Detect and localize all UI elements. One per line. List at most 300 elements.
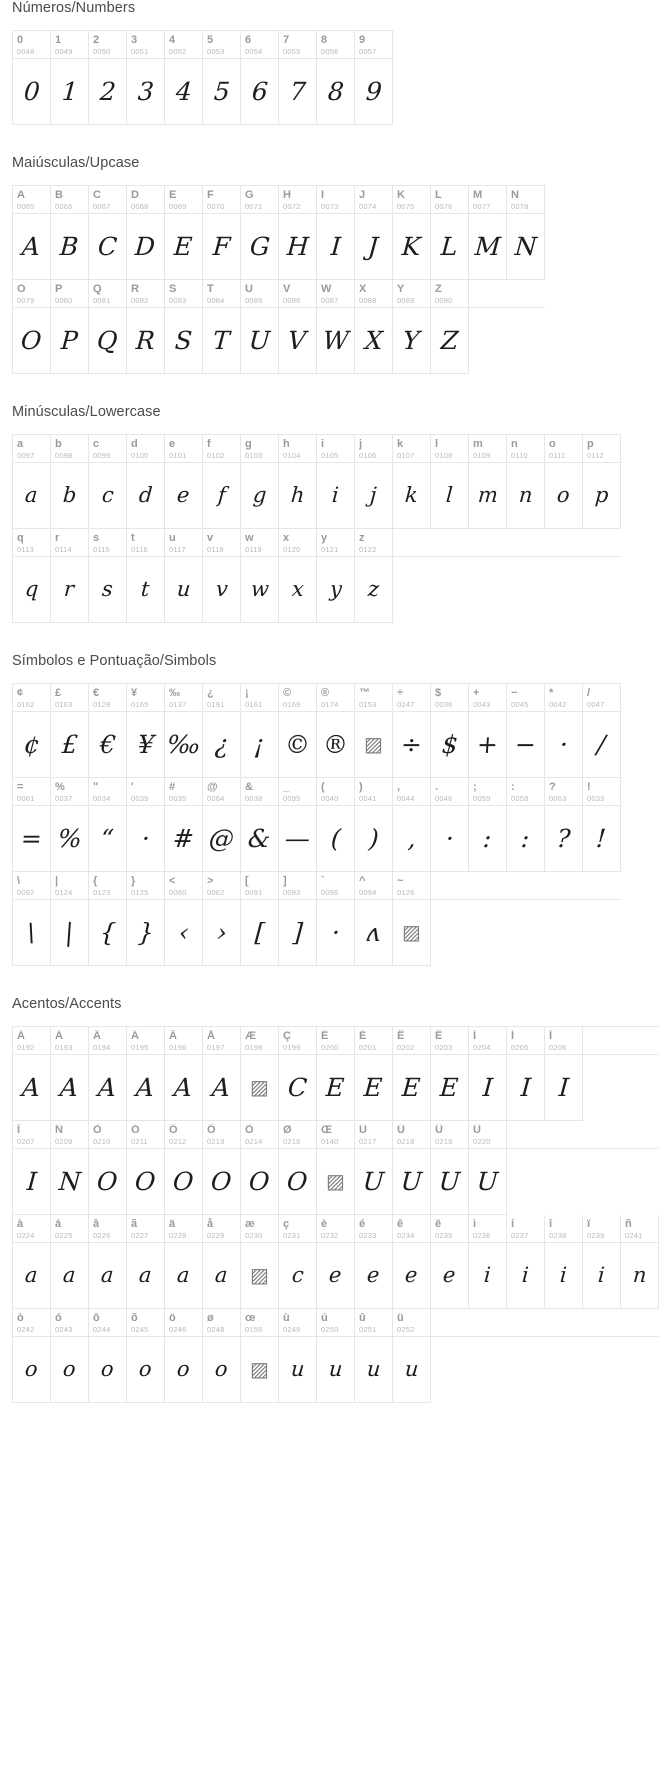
glyph-cell[interactable]	[241, 806, 279, 872]
glyph-meta-cell[interactable]	[203, 435, 241, 462]
glyph-cell[interactable]	[317, 900, 355, 966]
glyph-meta-cell[interactable]	[393, 280, 431, 307]
glyph-meta-cell[interactable]	[127, 186, 165, 213]
glyph-cell[interactable]	[51, 1243, 89, 1309]
glyph-cell[interactable]	[51, 806, 89, 872]
glyph-meta-cell[interactable]	[431, 280, 469, 307]
glyph-cell[interactable]	[583, 1243, 621, 1309]
glyph-cell[interactable]	[165, 1243, 203, 1309]
glyph-meta-cell[interactable]	[241, 1309, 279, 1336]
glyph-meta-cell[interactable]	[393, 684, 431, 711]
glyph-meta-cell[interactable]	[545, 435, 583, 462]
glyph-cell[interactable]	[241, 1149, 279, 1215]
glyph-meta-cell[interactable]	[89, 684, 127, 711]
glyph-meta-cell[interactable]	[127, 1121, 165, 1148]
glyph-meta-cell[interactable]	[89, 1121, 127, 1148]
glyph-cell[interactable]	[279, 463, 317, 529]
glyph-cell[interactable]	[203, 308, 241, 374]
glyph-cell[interactable]	[13, 1243, 51, 1309]
glyph-cell[interactable]	[355, 214, 393, 280]
glyph-meta-cell[interactable]	[165, 435, 203, 462]
glyph-cell[interactable]	[203, 214, 241, 280]
glyph-cell[interactable]	[431, 1055, 469, 1121]
glyph-cell[interactable]	[355, 1149, 393, 1215]
glyph-cell[interactable]	[355, 463, 393, 529]
glyph-cell[interactable]	[393, 214, 431, 280]
glyph-meta-cell[interactable]	[89, 186, 127, 213]
glyph-meta-cell[interactable]	[51, 872, 89, 899]
glyph-cell[interactable]	[583, 463, 621, 529]
glyph-cell[interactable]	[165, 900, 203, 966]
glyph-meta-cell[interactable]	[165, 1027, 203, 1054]
glyph-cell[interactable]	[431, 712, 469, 778]
glyph-meta-cell[interactable]	[317, 529, 355, 556]
glyph-meta-cell[interactable]	[51, 186, 89, 213]
glyph-cell[interactable]	[241, 1055, 279, 1121]
glyph-meta-cell[interactable]	[13, 31, 51, 58]
glyph-cell[interactable]	[241, 1337, 279, 1403]
glyph-cell[interactable]	[507, 1243, 545, 1309]
glyph-meta-cell[interactable]	[127, 31, 165, 58]
glyph-cell[interactable]	[51, 463, 89, 529]
glyph-meta-cell[interactable]	[393, 1121, 431, 1148]
glyph-cell[interactable]	[469, 1055, 507, 1121]
glyph-meta-cell[interactable]	[317, 1121, 355, 1148]
glyph-cell[interactable]	[469, 806, 507, 872]
glyph-meta-cell[interactable]	[355, 778, 393, 805]
glyph-cell[interactable]	[355, 806, 393, 872]
glyph-cell[interactable]	[51, 214, 89, 280]
glyph-cell[interactable]	[89, 900, 127, 966]
glyph-meta-cell[interactable]	[127, 778, 165, 805]
glyph-cell[interactable]	[279, 1243, 317, 1309]
glyph-meta-cell[interactable]	[127, 684, 165, 711]
glyph-cell[interactable]	[51, 59, 89, 125]
glyph-meta-cell[interactable]	[583, 778, 621, 805]
glyph-meta-cell[interactable]	[51, 435, 89, 462]
glyph-cell[interactable]	[393, 806, 431, 872]
glyph-cell[interactable]	[545, 806, 583, 872]
glyph-cell[interactable]	[203, 463, 241, 529]
glyph-meta-cell[interactable]	[127, 529, 165, 556]
glyph-meta-cell[interactable]	[583, 684, 621, 711]
glyph-meta-cell[interactable]	[241, 1215, 279, 1242]
glyph-cell[interactable]	[89, 1149, 127, 1215]
glyph-meta-cell[interactable]	[355, 186, 393, 213]
glyph-meta-cell[interactable]	[13, 280, 51, 307]
glyph-meta-cell[interactable]	[393, 435, 431, 462]
glyph-cell[interactable]	[355, 1055, 393, 1121]
glyph-cell[interactable]	[317, 1149, 355, 1215]
glyph-cell[interactable]	[13, 1337, 51, 1403]
glyph-meta-cell[interactable]	[317, 778, 355, 805]
glyph-meta-cell[interactable]	[279, 684, 317, 711]
glyph-meta-cell[interactable]	[241, 1121, 279, 1148]
glyph-meta-cell[interactable]	[279, 1215, 317, 1242]
glyph-cell[interactable]	[127, 463, 165, 529]
glyph-cell[interactable]	[393, 1149, 431, 1215]
glyph-cell[interactable]	[241, 59, 279, 125]
glyph-meta-cell[interactable]	[507, 778, 545, 805]
glyph-cell[interactable]	[165, 214, 203, 280]
glyph-cell[interactable]	[165, 308, 203, 374]
glyph-meta-cell[interactable]	[469, 1027, 507, 1054]
glyph-cell[interactable]	[279, 900, 317, 966]
glyph-cell[interactable]	[165, 463, 203, 529]
glyph-cell[interactable]	[241, 712, 279, 778]
glyph-cell[interactable]	[545, 1243, 583, 1309]
glyph-cell[interactable]	[203, 1243, 241, 1309]
glyph-meta-cell[interactable]	[355, 1215, 393, 1242]
glyph-cell[interactable]	[279, 59, 317, 125]
glyph-meta-cell[interactable]	[355, 1309, 393, 1336]
glyph-cell[interactable]	[317, 712, 355, 778]
glyph-cell[interactable]	[165, 1149, 203, 1215]
glyph-meta-cell[interactable]	[431, 435, 469, 462]
glyph-meta-cell[interactable]	[317, 186, 355, 213]
glyph-cell[interactable]	[165, 712, 203, 778]
glyph-meta-cell[interactable]	[165, 529, 203, 556]
glyph-meta-cell[interactable]	[13, 1027, 51, 1054]
glyph-meta-cell[interactable]	[317, 435, 355, 462]
glyph-meta-cell[interactable]	[431, 186, 469, 213]
glyph-cell[interactable]	[89, 1243, 127, 1309]
glyph-meta-cell[interactable]	[89, 31, 127, 58]
glyph-meta-cell[interactable]	[51, 1027, 89, 1054]
glyph-meta-cell[interactable]	[51, 1215, 89, 1242]
glyph-cell[interactable]	[279, 1337, 317, 1403]
glyph-cell[interactable]	[203, 1337, 241, 1403]
glyph-meta-cell[interactable]	[51, 1309, 89, 1336]
glyph-meta-cell[interactable]	[127, 1027, 165, 1054]
glyph-cell[interactable]	[51, 1337, 89, 1403]
glyph-cell[interactable]	[51, 900, 89, 966]
glyph-cell[interactable]	[89, 463, 127, 529]
glyph-meta-cell[interactable]	[279, 1309, 317, 1336]
glyph-meta-cell[interactable]	[317, 1027, 355, 1054]
glyph-meta-cell[interactable]	[469, 1121, 507, 1148]
glyph-cell[interactable]	[165, 1337, 203, 1403]
glyph-cell[interactable]	[51, 308, 89, 374]
glyph-meta-cell[interactable]	[165, 684, 203, 711]
glyph-meta-cell[interactable]	[203, 1215, 241, 1242]
glyph-meta-cell[interactable]	[89, 280, 127, 307]
glyph-meta-cell[interactable]	[583, 1215, 621, 1242]
glyph-cell[interactable]	[13, 463, 51, 529]
glyph-cell[interactable]	[89, 806, 127, 872]
glyph-meta-cell[interactable]	[203, 1027, 241, 1054]
glyph-cell[interactable]	[127, 900, 165, 966]
glyph-cell[interactable]	[393, 712, 431, 778]
glyph-meta-cell[interactable]	[165, 31, 203, 58]
glyph-meta-cell[interactable]	[431, 1027, 469, 1054]
glyph-cell[interactable]	[203, 557, 241, 623]
glyph-meta-cell[interactable]	[165, 280, 203, 307]
glyph-cell[interactable]	[583, 712, 621, 778]
glyph-cell[interactable]	[355, 557, 393, 623]
glyph-cell[interactable]	[203, 712, 241, 778]
glyph-meta-cell[interactable]	[393, 1215, 431, 1242]
glyph-cell[interactable]	[127, 712, 165, 778]
glyph-meta-cell[interactable]	[241, 529, 279, 556]
glyph-meta-cell[interactable]	[51, 529, 89, 556]
glyph-meta-cell[interactable]	[393, 778, 431, 805]
glyph-meta-cell[interactable]	[507, 1027, 545, 1054]
glyph-meta-cell[interactable]	[127, 872, 165, 899]
glyph-meta-cell[interactable]	[431, 684, 469, 711]
glyph-cell[interactable]	[431, 1149, 469, 1215]
glyph-cell[interactable]	[469, 214, 507, 280]
glyph-cell[interactable]	[431, 1243, 469, 1309]
glyph-cell[interactable]	[355, 308, 393, 374]
glyph-meta-cell[interactable]	[165, 1121, 203, 1148]
glyph-meta-cell[interactable]	[127, 435, 165, 462]
glyph-cell[interactable]	[241, 557, 279, 623]
glyph-cell[interactable]	[317, 59, 355, 125]
glyph-meta-cell[interactable]	[241, 280, 279, 307]
glyph-cell[interactable]	[469, 1149, 507, 1215]
glyph-cell[interactable]	[545, 712, 583, 778]
glyph-meta-cell[interactable]	[355, 1027, 393, 1054]
glyph-meta-cell[interactable]	[241, 31, 279, 58]
glyph-meta-cell[interactable]	[469, 778, 507, 805]
glyph-cell[interactable]	[203, 1055, 241, 1121]
glyph-meta-cell[interactable]	[165, 1309, 203, 1336]
glyph-meta-cell[interactable]	[165, 778, 203, 805]
glyph-meta-cell[interactable]	[469, 1215, 507, 1242]
glyph-meta-cell[interactable]	[203, 529, 241, 556]
glyph-meta-cell[interactable]	[89, 872, 127, 899]
glyph-meta-cell[interactable]	[13, 778, 51, 805]
glyph-meta-cell[interactable]	[545, 778, 583, 805]
glyph-meta-cell[interactable]	[545, 1027, 583, 1054]
glyph-meta-cell[interactable]	[51, 684, 89, 711]
glyph-cell[interactable]	[393, 1337, 431, 1403]
glyph-meta-cell[interactable]	[13, 1121, 51, 1148]
glyph-cell[interactable]	[51, 557, 89, 623]
glyph-meta-cell[interactable]	[545, 1215, 583, 1242]
glyph-cell[interactable]	[431, 463, 469, 529]
glyph-cell[interactable]	[393, 900, 431, 966]
glyph-meta-cell[interactable]	[203, 778, 241, 805]
glyph-meta-cell[interactable]	[279, 186, 317, 213]
glyph-meta-cell[interactable]	[203, 1121, 241, 1148]
glyph-cell[interactable]	[317, 1337, 355, 1403]
glyph-cell[interactable]	[165, 1055, 203, 1121]
glyph-cell[interactable]	[127, 1149, 165, 1215]
glyph-cell[interactable]	[165, 59, 203, 125]
glyph-meta-cell[interactable]	[583, 435, 621, 462]
glyph-meta-cell[interactable]	[545, 684, 583, 711]
glyph-meta-cell[interactable]	[317, 1309, 355, 1336]
glyph-cell[interactable]	[507, 806, 545, 872]
glyph-cell[interactable]	[89, 59, 127, 125]
glyph-meta-cell[interactable]	[13, 1309, 51, 1336]
glyph-cell[interactable]	[51, 1055, 89, 1121]
glyph-cell[interactable]	[507, 1055, 545, 1121]
glyph-cell[interactable]	[317, 557, 355, 623]
glyph-cell[interactable]	[393, 308, 431, 374]
glyph-meta-cell[interactable]	[279, 778, 317, 805]
glyph-meta-cell[interactable]	[507, 186, 545, 213]
glyph-cell[interactable]	[355, 1243, 393, 1309]
glyph-meta-cell[interactable]	[51, 280, 89, 307]
glyph-cell[interactable]	[203, 1149, 241, 1215]
glyph-meta-cell[interactable]	[355, 684, 393, 711]
glyph-cell[interactable]	[393, 463, 431, 529]
glyph-cell[interactable]	[393, 1243, 431, 1309]
glyph-cell[interactable]	[13, 59, 51, 125]
glyph-meta-cell[interactable]	[13, 1215, 51, 1242]
glyph-meta-cell[interactable]	[13, 529, 51, 556]
glyph-cell[interactable]	[89, 557, 127, 623]
glyph-cell[interactable]	[127, 59, 165, 125]
glyph-meta-cell[interactable]	[469, 435, 507, 462]
glyph-cell[interactable]	[89, 712, 127, 778]
glyph-meta-cell[interactable]	[241, 872, 279, 899]
glyph-meta-cell[interactable]	[317, 872, 355, 899]
glyph-meta-cell[interactable]	[507, 435, 545, 462]
glyph-meta-cell[interactable]	[165, 1215, 203, 1242]
glyph-cell[interactable]	[89, 1055, 127, 1121]
glyph-meta-cell[interactable]	[393, 186, 431, 213]
glyph-meta-cell[interactable]	[203, 872, 241, 899]
glyph-cell[interactable]	[13, 214, 51, 280]
glyph-cell[interactable]	[507, 214, 545, 280]
glyph-cell[interactable]	[241, 463, 279, 529]
glyph-meta-cell[interactable]	[89, 778, 127, 805]
glyph-meta-cell[interactable]	[51, 31, 89, 58]
glyph-meta-cell[interactable]	[355, 529, 393, 556]
glyph-cell[interactable]	[279, 806, 317, 872]
glyph-cell[interactable]	[317, 214, 355, 280]
glyph-cell[interactable]	[127, 1243, 165, 1309]
glyph-meta-cell[interactable]	[165, 186, 203, 213]
glyph-cell[interactable]	[355, 59, 393, 125]
glyph-meta-cell[interactable]	[279, 1121, 317, 1148]
glyph-cell[interactable]	[127, 308, 165, 374]
glyph-meta-cell[interactable]	[203, 684, 241, 711]
glyph-cell[interactable]	[13, 1149, 51, 1215]
glyph-meta-cell[interactable]	[355, 872, 393, 899]
glyph-meta-cell[interactable]	[203, 186, 241, 213]
glyph-meta-cell[interactable]	[127, 280, 165, 307]
glyph-meta-cell[interactable]	[203, 31, 241, 58]
glyph-cell[interactable]	[317, 1243, 355, 1309]
glyph-cell[interactable]	[469, 463, 507, 529]
glyph-cell[interactable]	[621, 1243, 659, 1309]
glyph-meta-cell[interactable]	[51, 1121, 89, 1148]
glyph-cell[interactable]	[279, 712, 317, 778]
glyph-meta-cell[interactable]	[317, 280, 355, 307]
glyph-meta-cell[interactable]	[393, 1027, 431, 1054]
glyph-cell[interactable]	[545, 1055, 583, 1121]
glyph-cell[interactable]	[13, 900, 51, 966]
glyph-cell[interactable]	[355, 900, 393, 966]
glyph-meta-cell[interactable]	[13, 186, 51, 213]
glyph-cell[interactable]	[127, 214, 165, 280]
glyph-cell[interactable]	[13, 806, 51, 872]
glyph-cell[interactable]	[241, 900, 279, 966]
glyph-meta-cell[interactable]	[89, 1309, 127, 1336]
glyph-cell[interactable]	[507, 712, 545, 778]
glyph-cell[interactable]	[583, 806, 621, 872]
glyph-cell[interactable]	[241, 1243, 279, 1309]
glyph-cell[interactable]	[203, 900, 241, 966]
glyph-meta-cell[interactable]	[355, 1121, 393, 1148]
glyph-cell[interactable]	[317, 1055, 355, 1121]
glyph-cell[interactable]	[469, 1243, 507, 1309]
glyph-meta-cell[interactable]	[317, 31, 355, 58]
glyph-cell[interactable]	[279, 1055, 317, 1121]
glyph-meta-cell[interactable]	[89, 529, 127, 556]
glyph-meta-cell[interactable]	[127, 1309, 165, 1336]
glyph-cell[interactable]	[13, 1055, 51, 1121]
glyph-meta-cell[interactable]	[431, 1215, 469, 1242]
glyph-cell[interactable]	[545, 463, 583, 529]
glyph-cell[interactable]	[165, 806, 203, 872]
glyph-cell[interactable]	[317, 806, 355, 872]
glyph-meta-cell[interactable]	[279, 529, 317, 556]
glyph-meta-cell[interactable]	[469, 186, 507, 213]
glyph-cell[interactable]	[89, 1337, 127, 1403]
glyph-cell[interactable]	[431, 806, 469, 872]
glyph-meta-cell[interactable]	[241, 435, 279, 462]
glyph-cell[interactable]	[127, 1337, 165, 1403]
glyph-cell[interactable]	[13, 557, 51, 623]
glyph-cell[interactable]	[89, 214, 127, 280]
glyph-meta-cell[interactable]	[507, 1215, 545, 1242]
glyph-meta-cell[interactable]	[13, 872, 51, 899]
glyph-cell[interactable]	[203, 806, 241, 872]
glyph-cell[interactable]	[279, 1149, 317, 1215]
glyph-meta-cell[interactable]	[279, 280, 317, 307]
glyph-cell[interactable]	[241, 308, 279, 374]
glyph-meta-cell[interactable]	[13, 435, 51, 462]
glyph-meta-cell[interactable]	[355, 31, 393, 58]
glyph-cell[interactable]	[203, 59, 241, 125]
glyph-meta-cell[interactable]	[431, 1121, 469, 1148]
glyph-cell[interactable]	[51, 1149, 89, 1215]
glyph-cell[interactable]	[165, 557, 203, 623]
glyph-cell[interactable]	[393, 1055, 431, 1121]
glyph-cell[interactable]	[469, 712, 507, 778]
glyph-meta-cell[interactable]	[355, 280, 393, 307]
glyph-cell[interactable]	[51, 712, 89, 778]
glyph-meta-cell[interactable]	[279, 1027, 317, 1054]
glyph-cell[interactable]	[241, 214, 279, 280]
glyph-cell[interactable]	[317, 308, 355, 374]
glyph-meta-cell[interactable]	[89, 1215, 127, 1242]
glyph-meta-cell[interactable]	[393, 872, 431, 899]
glyph-meta-cell[interactable]	[431, 778, 469, 805]
glyph-meta-cell[interactable]	[241, 684, 279, 711]
glyph-cell[interactable]	[279, 308, 317, 374]
glyph-cell[interactable]	[355, 1337, 393, 1403]
glyph-cell[interactable]	[431, 308, 469, 374]
glyph-cell[interactable]	[279, 557, 317, 623]
glyph-meta-cell[interactable]	[89, 1027, 127, 1054]
glyph-meta-cell[interactable]	[51, 778, 89, 805]
glyph-cell[interactable]	[431, 214, 469, 280]
glyph-cell[interactable]	[13, 308, 51, 374]
glyph-cell[interactable]	[317, 463, 355, 529]
glyph-meta-cell[interactable]	[13, 684, 51, 711]
glyph-cell[interactable]	[127, 1055, 165, 1121]
glyph-meta-cell[interactable]	[621, 1215, 659, 1242]
glyph-cell[interactable]	[507, 463, 545, 529]
glyph-meta-cell[interactable]	[279, 435, 317, 462]
